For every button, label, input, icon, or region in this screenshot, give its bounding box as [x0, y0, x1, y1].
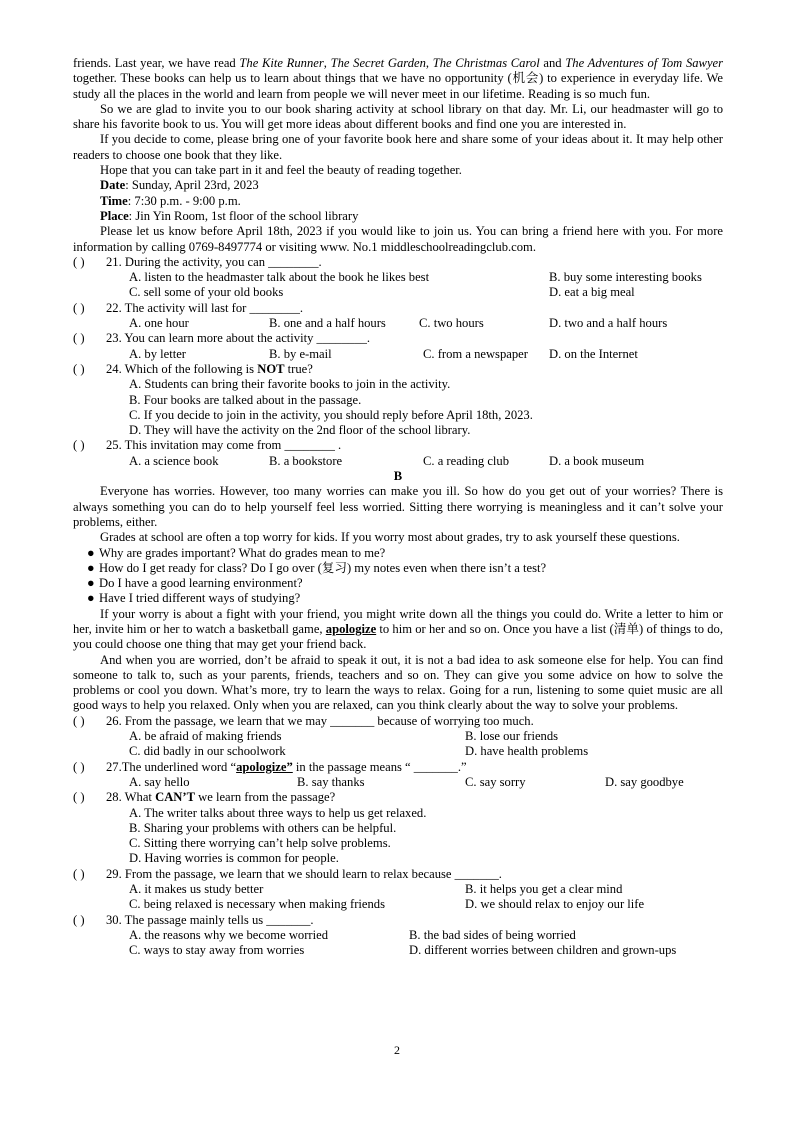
passage-b-paragraph-3: If your worry is about a fight with your friend, you might write down all the things you could do. Write a letter to him or her, invite him or her to watch a basketball game, apologize to him or her and so on. Once you have a list (清单) of things to do, you could choose one thing that may get your friend back. — [73, 606, 723, 652]
option[interactable]: C. two hours — [419, 316, 484, 331]
answer-blank[interactable]: ( ) — [73, 300, 85, 315]
option[interactable]: B. Sharing your problems with others can be helpful. — [129, 820, 397, 835]
options-row — [73, 928, 723, 943]
option[interactable]: A. by letter — [129, 346, 187, 361]
answer-blank[interactable]: ( ) — [73, 713, 85, 728]
underlined-word: apologize” — [236, 759, 293, 774]
bullet-icon: ● — [87, 560, 95, 575]
options-row — [73, 347, 723, 362]
option[interactable]: A. it makes us study better — [129, 882, 264, 897]
option[interactable]: D. on the Internet — [549, 346, 638, 361]
answer-blank[interactable]: ( ) — [73, 790, 85, 805]
passage-b-paragraph-2: Grades at school are often a top worry for kids. If you worry most about grades, try to ask yourself these questions. — [100, 530, 680, 545]
bullet-icon: ● — [87, 545, 95, 560]
options-row — [73, 729, 723, 744]
book-title: The Secret Garden — [330, 56, 426, 70]
question-24: ( ) 24. Which of the following is NOT true? — [73, 361, 313, 376]
event-place: Place: Jin Yin Room, 1st floor of the school library — [100, 208, 359, 223]
option[interactable]: B. buy some interesting books — [549, 270, 702, 285]
option[interactable]: D. eat a big meal — [549, 285, 635, 300]
bullet-icon: ● — [87, 591, 95, 606]
question-25: ( ) 25. This invitation may come from ________ . — [73, 438, 342, 453]
option[interactable]: C. Sitting there worrying can’t help solve problems. — [129, 836, 391, 851]
question-29: ( ) 29. From the passage, we learn that we should learn to relax because _______. — [73, 866, 502, 881]
option[interactable]: A. listen to the headmaster talk about the book he likes best — [129, 270, 430, 285]
bullet-item: ● How do I get ready for class? Do I go over (复习) my notes even when there isn’t a test? — [87, 560, 547, 575]
question-28: ( ) 28. What CAN’T we learn from the passage? — [73, 790, 336, 805]
option[interactable]: D. have health problems — [465, 744, 589, 759]
page-number: 2 — [394, 1043, 400, 1057]
answer-blank[interactable]: ( ) — [73, 438, 85, 453]
option[interactable]: A. a science book — [129, 453, 219, 468]
options-row — [73, 943, 723, 958]
option[interactable]: D. different worries between children and grown-ups — [409, 943, 677, 958]
option[interactable]: C. say sorry — [465, 774, 526, 789]
passage-a-paragraph-5: Please let us know before April 18th, 2023 if you would like to join us. You can bring a friend here with you. For more information by calling 0769-8497774 or visiting www. No.1 middleschoolreadingclub.com. — [73, 224, 723, 254]
question-21: ( ) 21. During the activity, you can ________. — [73, 254, 322, 269]
option[interactable]: D. Having worries is common for people. — [129, 851, 339, 866]
option[interactable]: C. a reading club — [423, 453, 510, 468]
option[interactable]: B. lose our friends — [465, 729, 559, 744]
options-row — [73, 744, 723, 759]
book-title: The Adventures of Tom Sawyer — [565, 56, 724, 70]
option[interactable]: D. we should relax to enjoy our life — [465, 897, 645, 912]
answer-blank[interactable]: ( ) — [73, 254, 85, 269]
option[interactable]: B. by e-mail — [269, 346, 332, 361]
options-row — [73, 316, 723, 331]
passage-a-paragraph-2: So we are glad to invite you to our book sharing activity at school library on that day. Mr. Li, our headmaster will go to share his favorite book to us. You will get more ideas about different books and find one you are interested in. — [73, 101, 723, 132]
options-row — [73, 775, 723, 790]
option[interactable]: A. say hello — [129, 774, 190, 789]
option[interactable]: D. say goodbye — [605, 774, 684, 789]
option[interactable]: A. one hour — [129, 316, 189, 331]
answer-blank[interactable]: ( ) — [73, 361, 85, 376]
options-row — [73, 897, 723, 912]
option[interactable]: B. the bad sides of being worried — [409, 927, 576, 942]
options-row — [73, 285, 723, 300]
bullet-icon: ● — [87, 576, 95, 591]
passage-b-paragraph-1: Everyone has worries. However, too many worries can make you ill. So how do you get out of your worries? There is always something you can do to help yourself feel less worried. Sitting there worrying is meaningless and it can’t solve your problems, either. — [73, 484, 723, 529]
option[interactable]: B. Four books are talked about in the passage. — [129, 392, 362, 407]
answer-blank[interactable]: ( ) — [73, 866, 85, 881]
option[interactable]: C. from a newspaper — [423, 346, 528, 361]
question-30: ( ) 30. The passage mainly tells us _______. — [73, 912, 314, 927]
exam-page — [73, 56, 723, 959]
options-row — [73, 882, 723, 897]
option[interactable]: A. the reasons why we become worried — [129, 927, 328, 942]
option[interactable]: B. one and a half hours — [269, 316, 386, 331]
book-title: The Christmas Carol — [432, 56, 540, 70]
passage-a-paragraph-4: Hope that you can take part in it and feel the beauty of reading together. — [100, 163, 462, 178]
passage-a-paragraph-1: friends. Last year, we have read The Kite Runner, The Secret Garden, The Christmas Carol and The Adventures of Tom Sawyer together. These books can help us to learn about things that we have no opportunity (机会) to experience in everyday life. We study all the places in the world and learn from people we will never meet in our lifetime. Reading is so much fun. — [73, 56, 724, 101]
answer-blank[interactable]: ( ) — [73, 759, 85, 774]
option[interactable]: D. They will have the activity on the 2nd floor of the school library. — [129, 423, 471, 438]
option[interactable]: C. did badly in our schoolwork — [129, 744, 286, 759]
passage-a-paragraph-3: If you decide to come, please bring one of your favorite book here and share some of your ideas about it. It may help other readers to choose one book that they like. — [73, 132, 723, 162]
option[interactable]: B. it helps you get a clear mind — [465, 882, 623, 897]
underlined-word: apologize — [325, 621, 377, 636]
question-27: ( ) 27.The underlined word “apologize” in the passage means “ _______.” — [73, 759, 467, 774]
event-date: Date: Sunday, April 23rd, 2023 — [100, 178, 259, 193]
option[interactable]: C. If you decide to join in the activity, you should reply before April 18th, 2023. — [129, 407, 533, 422]
option[interactable]: B. say thanks — [297, 774, 365, 789]
book-title: The Kite Runner — [239, 56, 324, 70]
option[interactable]: C. ways to stay away from worries — [129, 943, 305, 958]
options-row — [73, 270, 723, 285]
event-time: Time: 7:30 p.m. - 9:00 p.m. — [100, 193, 241, 208]
bullet-item: ● Have I tried different ways of studying? — [87, 591, 301, 606]
option[interactable]: A. be afraid of making friends — [129, 729, 282, 744]
option[interactable]: C. being relaxed is necessary when making friends — [129, 897, 385, 912]
option[interactable]: D. two and a half hours — [549, 316, 668, 331]
section-heading: B — [393, 469, 403, 484]
option[interactable]: C. sell some of your old books — [129, 285, 284, 300]
question-22: ( ) 22. The activity will last for ________. — [73, 300, 304, 315]
option[interactable]: B. a bookstore — [269, 453, 343, 468]
option[interactable]: A. The writer talks about three ways to help us get relaxed. — [129, 805, 427, 820]
question-23: ( ) 23. You can learn more about the activity ________. — [73, 331, 371, 346]
options-row — [73, 454, 723, 469]
option[interactable]: D. a book museum — [549, 453, 645, 468]
option[interactable]: A. Students can bring their favorite books to join in the activity. — [129, 377, 451, 392]
bullet-item: ● Why are grades important? What do grades mean to me? — [87, 545, 386, 560]
answer-blank[interactable]: ( ) — [73, 331, 85, 346]
bullet-item: ● Do I have a good learning environment? — [87, 576, 303, 591]
passage-b-paragraph-4: And when you are worried, don’t be afraid to speak it out, it is not a bad idea to ask someone else for help. You can find someone to talk to, such as your parents, friends, teachers and so on. They can give you some advice on how to solve the problems or cool you down. What’s more, try to learn the ways to relax. Going for a run, listening to some quiet music are all good ways to help you relaxed. Only when you are relaxed, can you think clearly about the way to solve your problems. — [73, 652, 723, 713]
question-26: ( ) 26. From the passage, we learn that we may _______ because of worrying too much. — [73, 713, 534, 728]
answer-blank[interactable]: ( ) — [73, 912, 85, 927]
